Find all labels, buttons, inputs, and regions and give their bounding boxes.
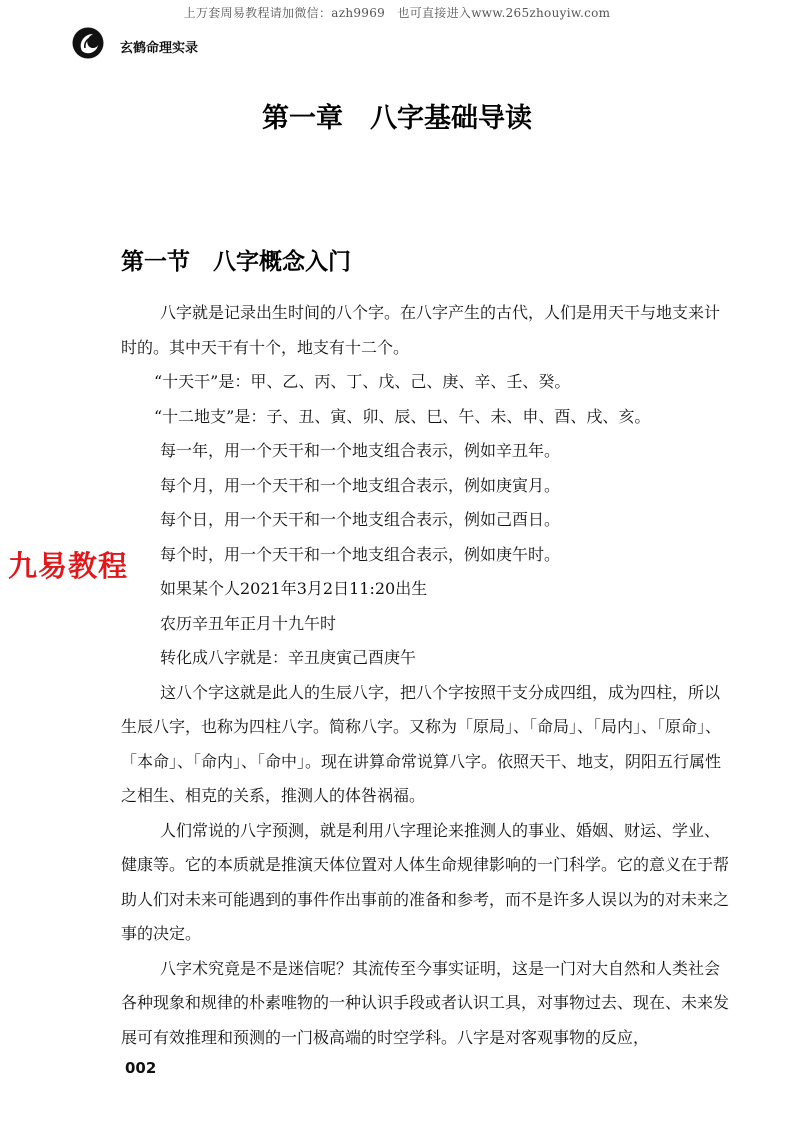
line-earthly-branches: “十二地支”是：子、丑、寅、卯、辰、巳、午、未、申、酉、戌、亥。: [154, 406, 651, 426]
line-example-bazi: 转化成八字就是：辛丑庚寅己酉庚午: [160, 648, 417, 667]
line-month: 每个月，用一个天干和一个地支组合表示，例如庚寅月。: [160, 475, 561, 495]
line-example-birth: 如果某个人2021年3月2日11:20出生: [160, 579, 428, 598]
brand-name: 玄鹤命理实录: [120, 41, 199, 56]
body-text: [121, 296, 733, 1055]
chapter-title: 第一章 八字基础导读: [262, 103, 532, 134]
paragraph-superstition: 八字术究竟是不是迷信呢？其流传至今事实证明，这是一门对大自然和人类社会各种现象和规律的朴素唯物的一种认识手段或者认识工具，对事物过去、现在、未来发展可有效推理和预测的一门极高端的时空学科。八字是对客观事物的反应，: [121, 958, 730, 1047]
watermark-text: 九易教程: [8, 549, 129, 583]
paragraph-four-pillars: 这八个字这就是此人的生辰八字，把八个字按照干支分成四组，成为四柱，所以生辰八字，也称为四柱八字。简称八字。又称为「原局」、「命局」、「局内」、「原命」、「本命」、「命内」、「命中」。现在讲算命常说算八字。依照天干、地支，阴阳五行属性之相生、相克的关系，推测人的体咎祸福。: [121, 682, 722, 805]
page-number: 002: [125, 1059, 157, 1077]
line-heavenly-stems: “十天干”是：甲、乙、丙、丁、戊、己、庚、辛、壬、癸。: [154, 372, 571, 391]
line-example-lunar: 农历辛丑年正月十九午时: [160, 613, 337, 633]
section-title: 第一节 八字概念入门: [121, 249, 351, 275]
paragraph-intro: 八字就是记录出生时间的八个字。在八字产生的古代，人们是用天干与地支来计时的。其中天干有十个，地支有十二个。: [121, 303, 721, 357]
promo-header-note: 上万套周易教程请加微信：azh9969 也可直接进入www.265zhouyiw.com: [183, 6, 611, 20]
line-hour: 每个时，用一个天干和一个地支组合表示，例如庚午时。: [160, 544, 561, 564]
line-day: 每个日，用一个天干和一个地支组合表示，例如己酉日。: [160, 510, 561, 529]
paragraph-prediction: 人们常说的八字预测，就是利用八字理论来推测人的事业、婚姻、财运、学业、健康等。它的本质就是推演天体位置对人体生命规律影响的一门科学。它的意义在于帮助人们对未来可能遇到的事件作出事前的准备和参考，而不是许多人误以为的对未来之事的决定。: [121, 820, 730, 943]
line-year: 每一年，用一个天干和一个地支组合表示，例如辛丑年。: [160, 441, 561, 460]
crane-swirl-logo-icon: [72, 27, 104, 59]
